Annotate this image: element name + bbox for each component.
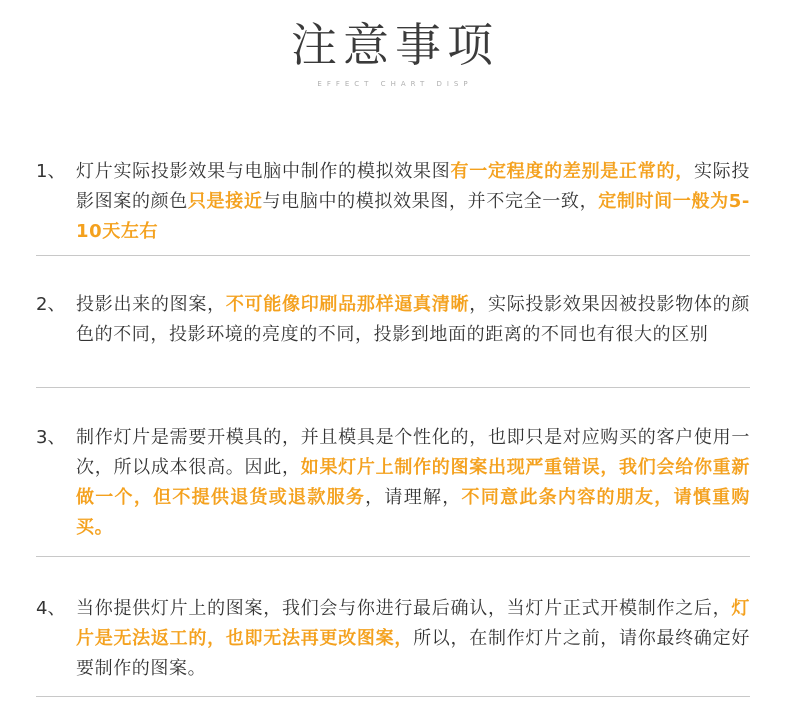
note-highlight: 不可能像印刷品那样逼真清晰 [225,294,470,315]
note-segment: ，请理解， [365,487,462,508]
note-segment: 与电脑中的模拟效果图，并不完全一致， [262,191,599,212]
note-text [76,594,750,684]
note-text [76,157,750,247]
note-number: 2、 [36,294,66,315]
header [0,14,790,88]
note-segment: 实际投影图案的颜色 [76,161,750,212]
note-segment: ，实际投影效果因被投影物体的颜色的不同，投影环境的亮度的不同，投影到地面的距离的不同也有很大的区别 [76,294,750,345]
note-segment: 当你提供灯片上的图案，我们会与你进行最后确认，当灯片正式开模制作之后， [76,598,732,619]
note-highlight: 定制时间一般为5-10天左右 [76,191,750,242]
note-number: 3、 [36,427,66,448]
note-highlight: 如果灯片上制作的图案出现严重错误，我们会给你重新做一个，但不提供退货或退款服务 [76,457,751,508]
note-highlight: 不同意此条内容的朋友，请慎重购买。 [76,487,751,538]
page-subtitle: EFFECT CHART DISP [317,80,473,88]
note-item [36,157,750,256]
page-title: 注意事项 [291,18,499,72]
note-item [36,290,750,388]
note-highlight: 只是接近 [187,191,263,212]
note-segment: 投影出来的图案， [76,294,226,315]
note-number: 4、 [36,598,66,619]
note-segment: 灯片实际投影效果与电脑中制作的模拟效果图 [76,161,451,182]
note-item [36,594,750,697]
note-number: 1、 [36,161,66,182]
note-segment: 所以，在制作灯片之前，请你最终确定好要制作的图案。 [76,628,750,679]
note-highlight: 有一定程度的差别是正常的， [450,161,694,182]
note-segment: 制作灯片是需要开模具的，并且模具是个性化的，也即只是对应购买的客户使用一次，所以成本很高。因此， [76,427,750,478]
note-highlight: 灯片是无法返工的，也即无法再更改图案， [76,598,750,649]
note-text [76,423,750,543]
note-item [36,423,750,557]
note-text [76,290,750,350]
